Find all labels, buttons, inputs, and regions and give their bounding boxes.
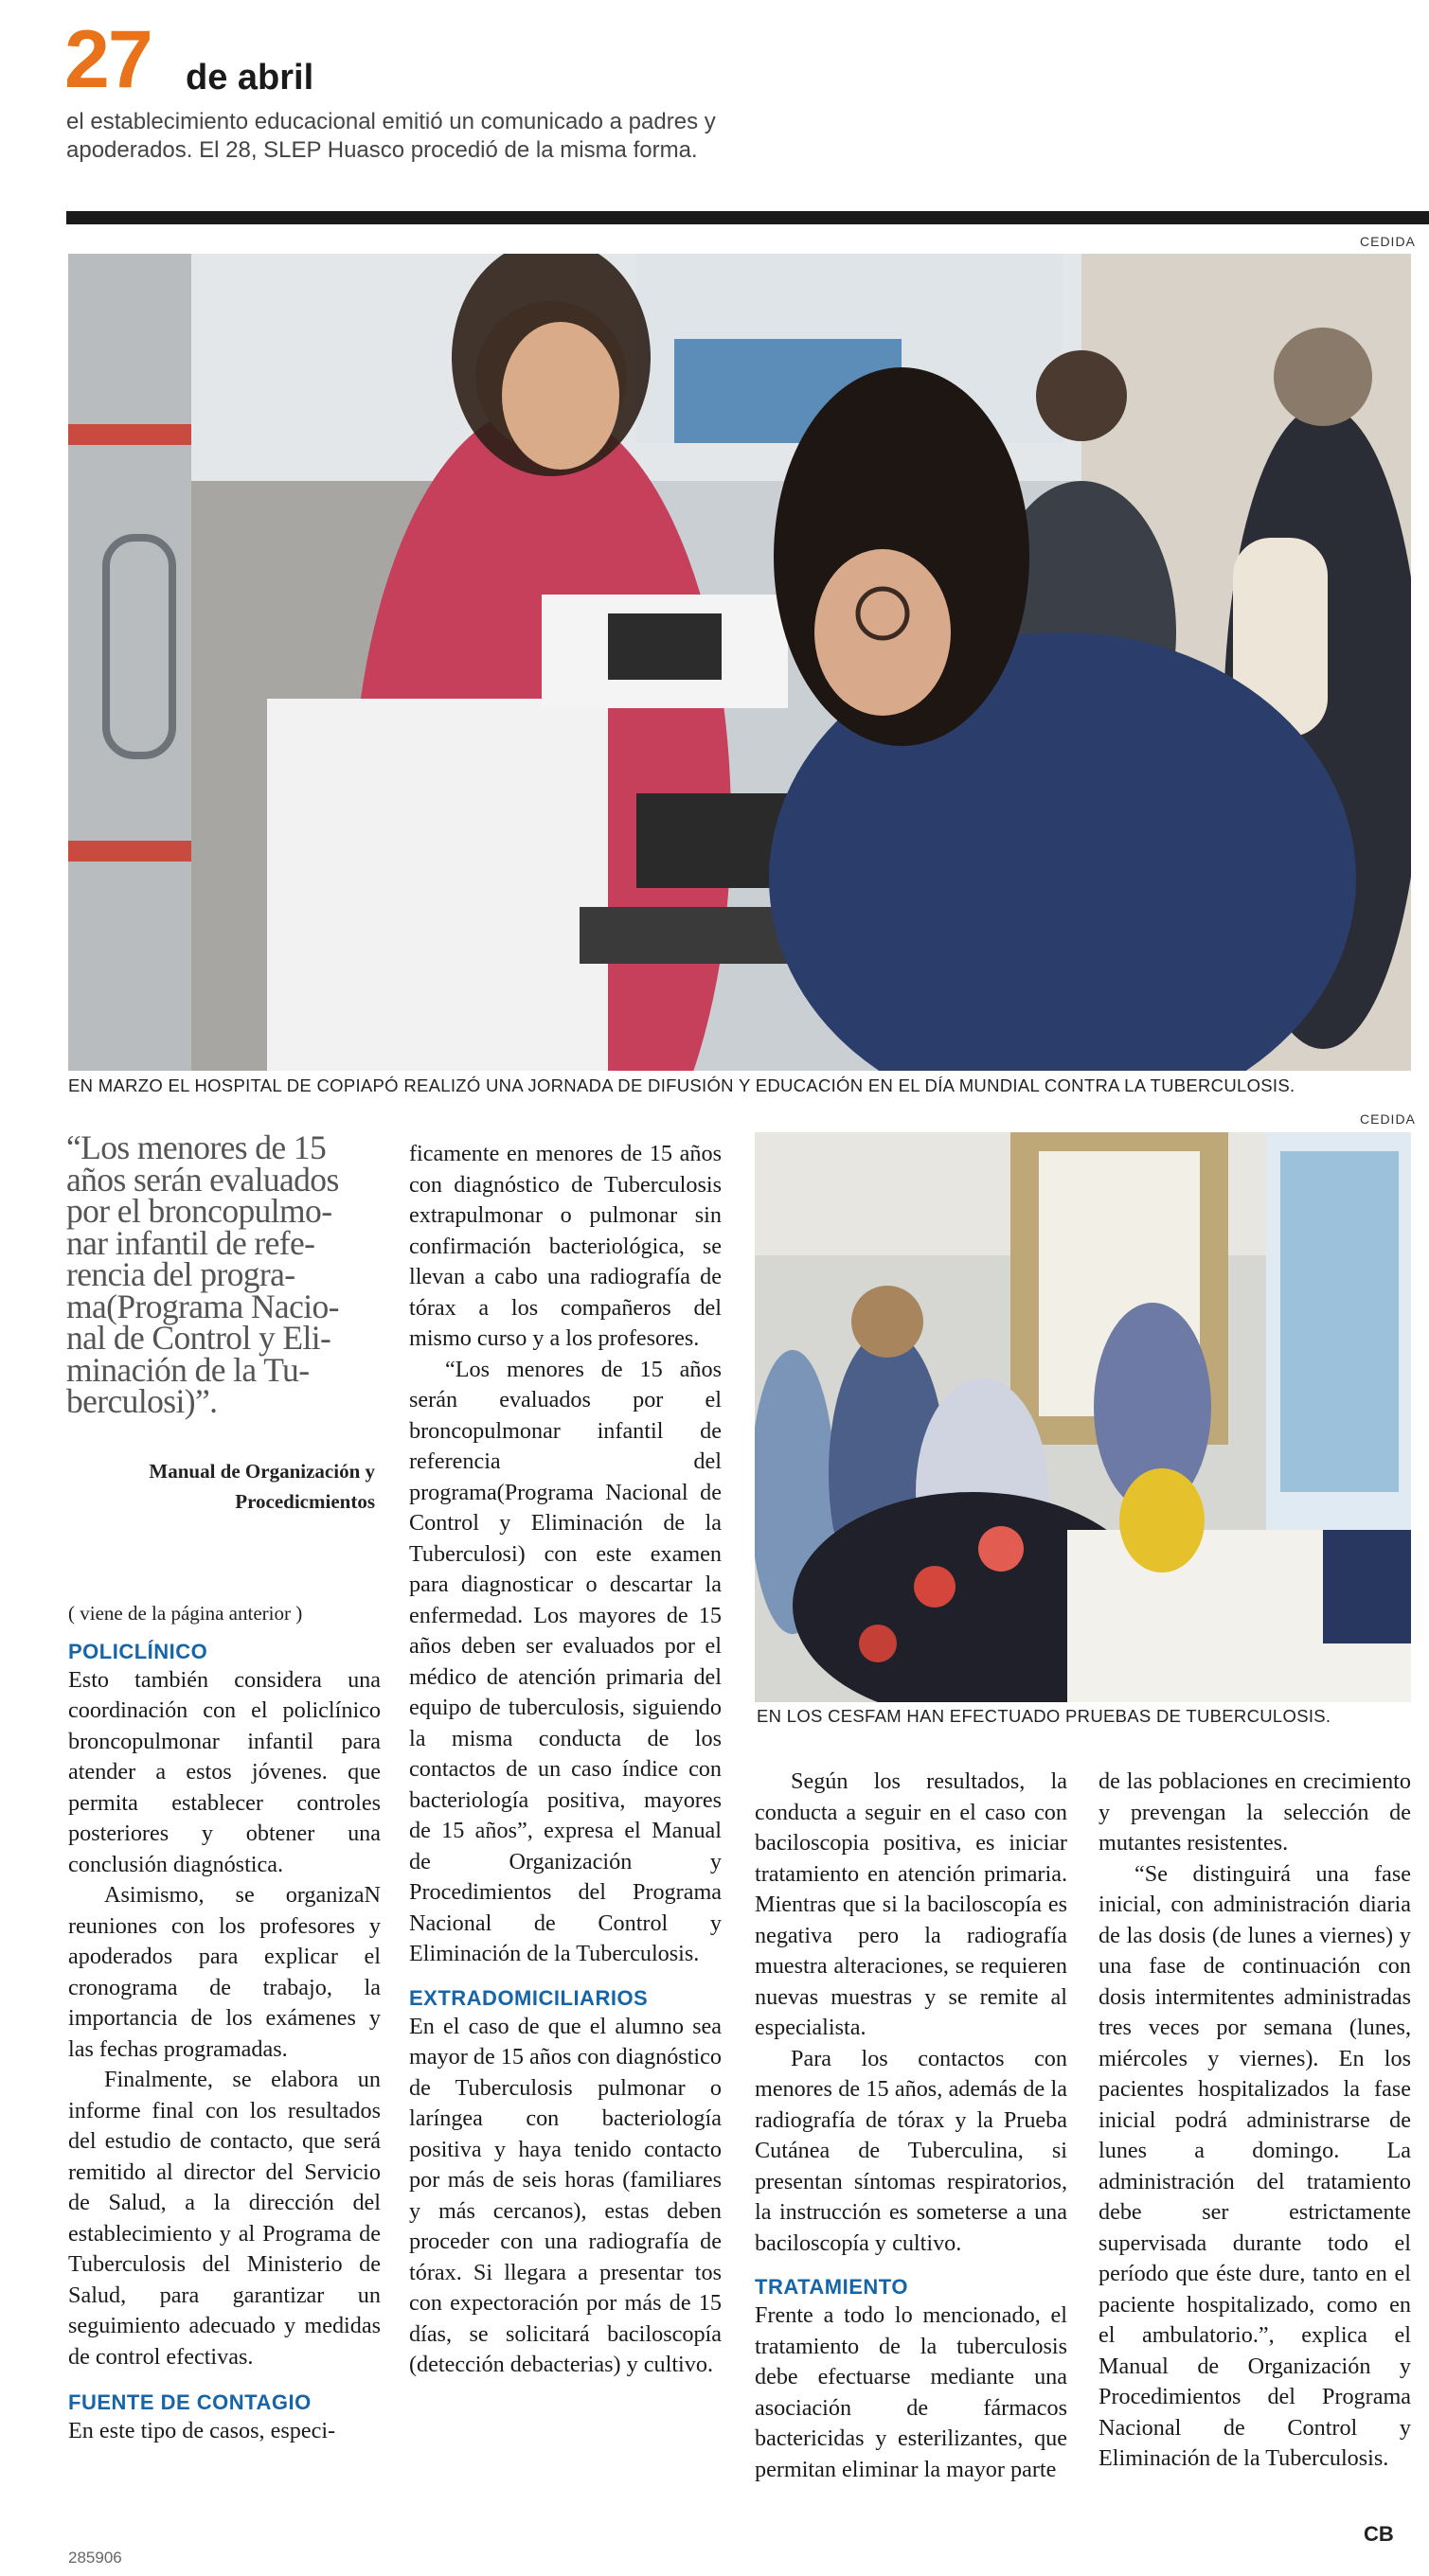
pull-quote-source-line: Procedicmientos — [235, 1490, 375, 1513]
second-photo-caption: EN LOS CESFAM HAN EFECTUADO PRUEBAS DE TUBERCULOSIS. — [757, 1706, 1331, 1726]
subhead-extradomiciliarios: EXTRADOMICILIARIOS — [409, 1985, 649, 2010]
subhead-tratamiento: TRATAMIENTO — [755, 2275, 908, 2299]
main-photo-caption: EN MARZO EL HOSPITAL DE COPIAPÓ REALIZÓ UNA JORNADA DE DIFUSIÓN Y EDUCACIÓN EN EL DÍA MUNDIAL CONTRA LA TUBERCULOSIS. — [68, 1075, 1295, 1095]
end-mark: CB — [1364, 2522, 1394, 2546]
paragraph: ficamente en menores de 15 años con diagnóstico de Tuberculosis extrapulmonar o pulmonar sin confirmación bacteriológica, se llevan a cabo una radiografía de tórax a los compañeros del mismo curso y a los profesores. — [409, 1141, 722, 1351]
pull-quote-line: minación de la Tu- — [66, 1350, 310, 1389]
pull-quote-source — [66, 1456, 375, 1517]
date-month: de abril — [186, 58, 314, 98]
paragraph: “Los menores de 15 años serán evaluados por el broncopulmonar infantil de referencia del programa(Programa Nacional de Control y Eliminación de la Tuberculosi) con este examen para diagnosticar o descartar la enfermedad. Los mayores de 15 años deben ser evaluados por el médico de atención primaria del equipo de tuberculosis, siguiendo la misma conducta de los contactos de un caso índice con bacteriología positiva, mayores de 15 años”, expresa el Manual de Organización y Procedimientos del Programa Nacional de Control y Eliminación de la Tuberculosis. — [409, 1356, 722, 1966]
second-photo-credit: CEDIDA — [1360, 1111, 1416, 1127]
page-code: 285906 — [68, 2549, 122, 2567]
paragraph: Según los resultados, la conducta a seguir en el caso con baciloscopia positiva, es iniciar tratamiento en atención primaria. Mientras que si la baciloscopía es negativa pero la radiografía muestra alteraciones, se requieren nuevas muestras y se remite al especialista. — [755, 1768, 1067, 2040]
paragraph: Para los contactos con menores de 15 años, además de la radiografía de tórax y la Prueba Cutánea de Tuberculina, si presentan síntomas respiratorios, la instrucción es someterse a una baciloscopía y cultivo. — [755, 2045, 1067, 2256]
second-photo — [755, 1132, 1411, 1702]
paragraph: de las poblaciones en crecimiento y prevengan la selección de mutantes resistentes. — [1099, 1768, 1411, 1856]
pull-quote-line: nar infantil de refe- — [66, 1223, 315, 1262]
date-day: 27 — [64, 14, 152, 105]
column-2 — [409, 1139, 722, 2381]
pull-quote-line: por el broncopulmo- — [66, 1192, 332, 1230]
paragraph: En este tipo de casos, especi- — [68, 2418, 336, 2443]
pull-quote-source-line: Manual de Organización y — [149, 1460, 375, 1483]
pull-quote — [66, 1128, 379, 1420]
second-photo-illustration — [755, 1132, 1411, 1702]
continued-from-previous: ( viene de la página anterior ) — [68, 1602, 303, 1625]
pull-quote-line: ma(Programa Nacio- — [66, 1287, 339, 1325]
paragraph: “Se distinguirá una fase inicial, con administración diaria de las dosis (de lunes a viernes) y una fase de continuación con dosis intermitentes administradas tres veces por semana (lunes, miércoles y viernes). En los pacientes hospitalizados la fase inicial podrá administrarse de lunes a domingo. La administración del tratamiento debe ser estrictamente supervisada durante todo el período que éste dure, tanto en el paciente hospitalizado, como en el ambulatorio.”, explica el Manual de Organización y Procedimientos del Programa Nacional de Control y Eliminación de la Tuberculosis. — [1099, 1860, 1411, 2471]
column-4 — [1099, 1767, 1411, 2475]
paragraph: Finalmente, se elabora un informe final con los resultados del estudio de contacto, que será remitido al director del Servicio de Salud, a la dirección del establecimiento y al Programa de Tuberculosis del Ministerio de Salud, para garantizar un seguimiento adecuado y medidas de control efectivas. — [68, 2067, 381, 2370]
column-1 — [68, 1598, 381, 2447]
pull-quote-line: berculosi)”. — [66, 1382, 218, 1420]
pull-quote-line: “Los menores de 15 — [66, 1128, 327, 1166]
paragraph: Frente a todo lo mencionado, el tratamiento de la tuberculosis debe efectuarse mediante una asociación de fármacos bactericidas y esterilizantes, que permitan eliminar la mayor parte — [755, 2302, 1067, 2482]
pull-quote-line: años serán evaluados — [66, 1160, 339, 1199]
pull-quote-line: nal de Control y Eli- — [66, 1319, 331, 1357]
header-text: el establecimiento educacional emitió un comunicado a padres y apoderados. El 28, SLEP Huasco procedió de la misma forma. — [66, 109, 716, 163]
paragraph: Asimismo, se organizaN reuniones con los profesores y apoderados para explicar el cronograma de trabajo, la importancia de los exámenes y las fechas programadas. — [68, 1882, 381, 2062]
main-photo-illustration — [68, 254, 1411, 1071]
subhead-fuente-de-contagio: FUENTE DE CONTAGIO — [68, 2390, 312, 2414]
subhead-policlinico: POLICLÍNICO — [68, 1639, 208, 1663]
main-photo-credit: CEDIDA — [1360, 234, 1416, 249]
paragraph: Esto también considera una coordinación con el policlínico broncopulmonar infantil para atender a estos jóvenes. que permita establecer controles posteriores y obtener una conclusión diagnóstica. — [68, 1666, 381, 1877]
main-photo — [68, 254, 1411, 1071]
paragraph: En el caso de que el alumno sea mayor de 15 años con diagnóstico de Tuberculosis pulmonar o laríngea con bacteriología positiva y haya tenido contacto por más de seis horas (familiares y más cercanos), estas deben proceder con una radiografía de tórax. Si llegara a presentar tos con expectoración por más de 15 días, se solicitará baciloscopía (detección debacterias) y cultivo. — [409, 2013, 722, 2377]
pull-quote-line: rencia del progra- — [66, 1255, 295, 1293]
top-rule — [66, 211, 1429, 224]
column-3 — [755, 1767, 1067, 2485]
